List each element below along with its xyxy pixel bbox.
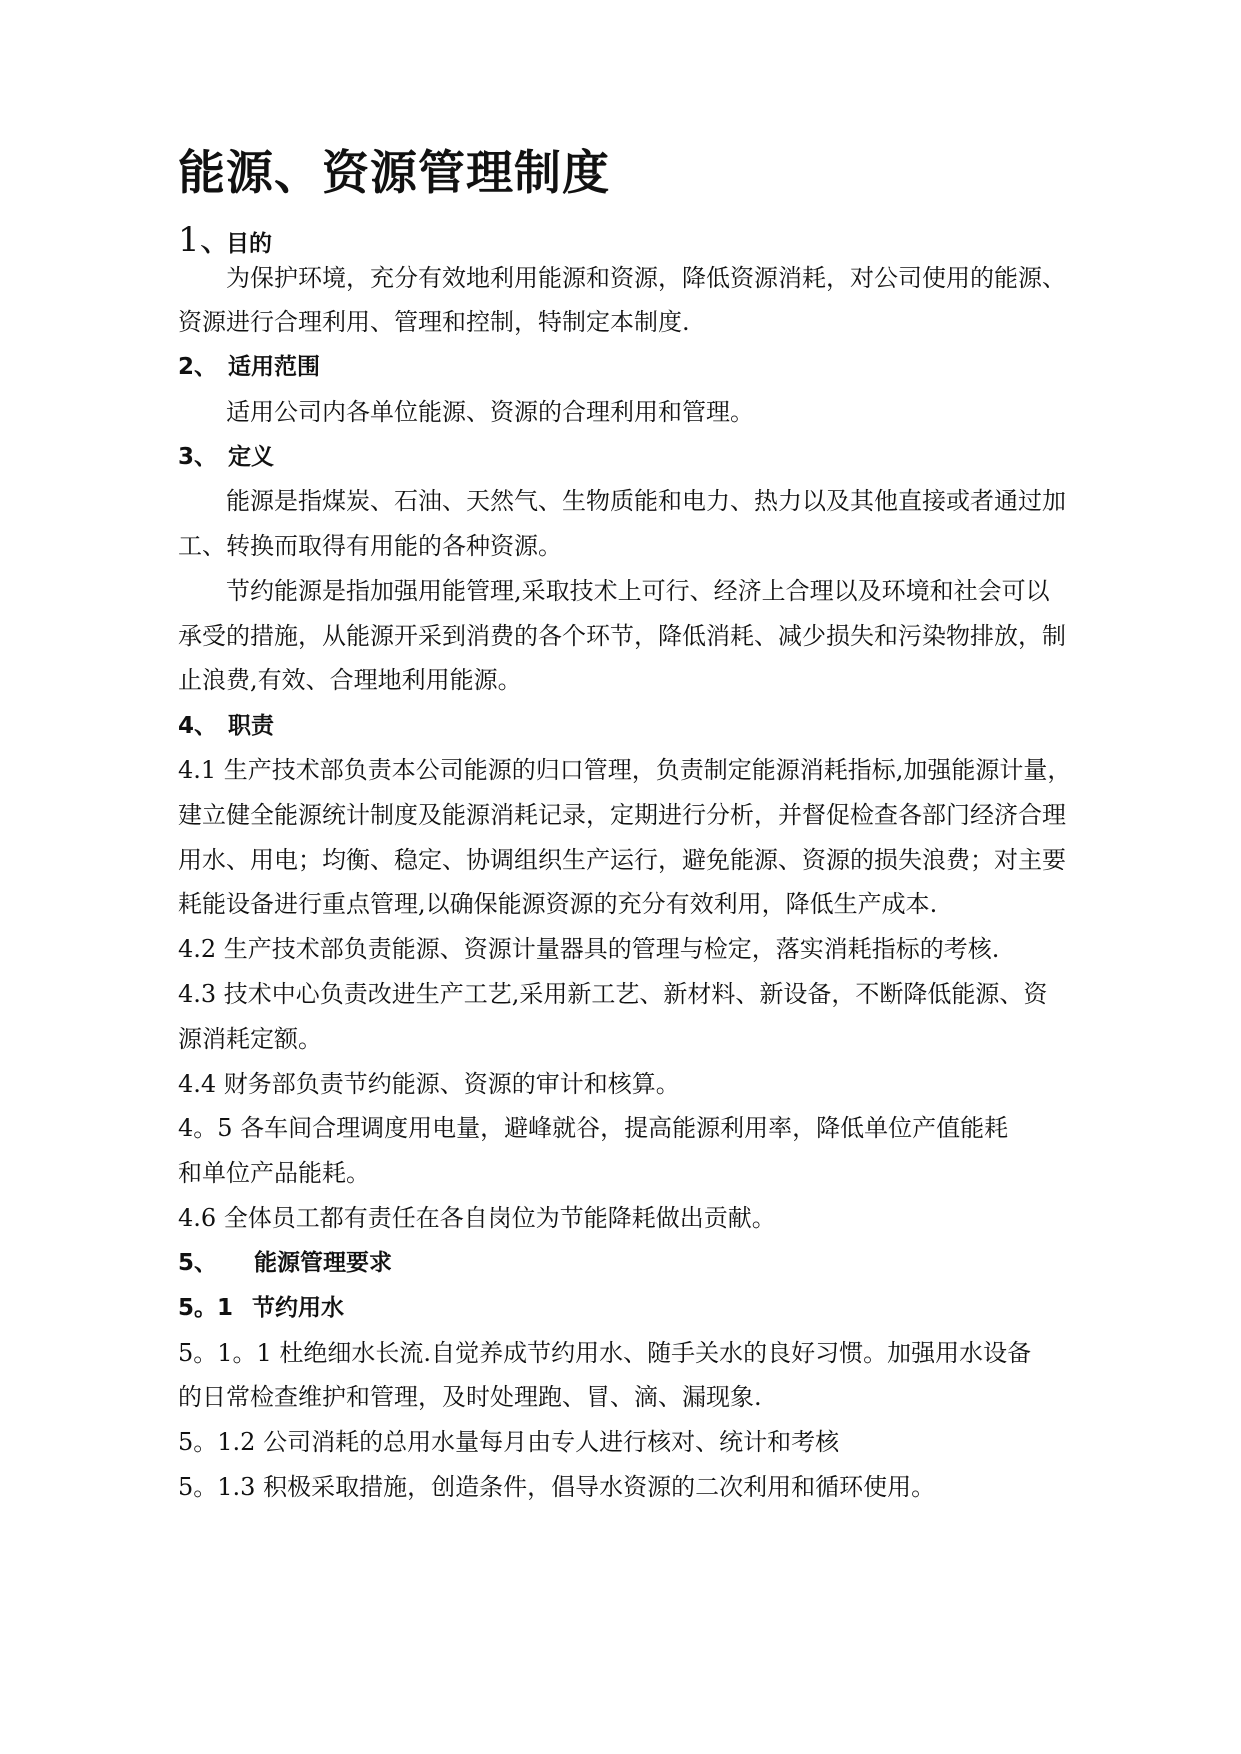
section-5-line-2: 的日常检查维护和管理，及时处理跑、冒、滴、漏现象. [178, 1383, 762, 1411]
section-5-1-heading [178, 1292, 1088, 1324]
section-1-line-2: 资源进行合理利用、管理和控制，特制定本制度. [178, 308, 690, 336]
section-4-line-6: 4.3 技术中心负责改进生产工艺,采用新工艺、新材料、新设备，不断降低能源、资 [178, 980, 1048, 1008]
section-1-heading [178, 220, 1088, 260]
section-3-line-3: 节约能源是指加强用能管理,采取技术上可行、经济上合理以及环境和社会可以 [226, 577, 1050, 605]
section-2-heading [178, 351, 1088, 383]
section-5-heading [178, 1247, 1088, 1279]
section-4-line-1: 4.1 生产技术部负责本公司能源的归口管理，负责制定能源消耗指标,加强能源计量， [178, 756, 1072, 784]
section-5-1-number: 5。1 [178, 1295, 234, 1321]
section-4-line-3: 用水、用电；均衡、稳定、协调组织生产运行，避免能源、资源的损失浪费；对主要 [178, 846, 1066, 874]
section-4-line-7: 源消耗定额。 [178, 1025, 322, 1053]
section-1-title: 目的 [226, 231, 272, 257]
section-1-number: 1、 [178, 220, 234, 260]
section-4-number: 4、 [178, 713, 218, 739]
section-1-line-1: 为保护环境，充分有效地利用能源和资源，降低资源消耗，对公司使用的能源、 [226, 264, 1066, 292]
section-4-line-8: 4.4 财务部负责节约能源、资源的审计和核算。 [178, 1070, 680, 1098]
section-2-number: 2、 [178, 354, 218, 380]
section-4-line-10: 和单位产品能耗。 [178, 1159, 370, 1187]
section-3-line-1: 能源是指煤炭、石油、天然气、生物质能和电力、热力以及其他直接或者通过加 [226, 487, 1066, 515]
section-3-number: 3、 [178, 444, 218, 470]
section-3-heading [178, 441, 1088, 473]
section-4-heading [178, 710, 1088, 742]
section-4-line-5: 4.2 生产技术部负责能源、资源计量器具的管理与检定，落实消耗指标的考核. [178, 935, 1000, 963]
section-3-line-4: 承受的措施，从能源开采到消费的各个环节，降低消耗、减少损失和污染物排放，制 [178, 622, 1066, 650]
document-title: 能源、资源管理制度 [178, 146, 610, 201]
section-5-line-4: 5。1.3 积极采取措施，创造条件，倡导水资源的二次利用和循环使用。 [178, 1473, 936, 1501]
section-4-line-11: 4.6 全体员工都有责任在各自岗位为节能降耗做出贡献。 [178, 1204, 776, 1232]
section-5-1-title: 节约用水 [252, 1295, 344, 1321]
section-5-line-3: 5。1.2 公司消耗的总用水量每月由专人进行核对、统计和考核 [178, 1428, 840, 1456]
section-3-line-2: 工、转换而取得有用能的各种资源。 [178, 532, 562, 560]
section-4-line-2: 建立健全能源统计制度及能源消耗记录，定期进行分析，并督促检查各部门经济合理 [178, 801, 1066, 829]
section-5-title: 能源管理要求 [254, 1250, 392, 1276]
section-4-line-9: 4。5 各车间合理调度用电量，避峰就谷，提高能源利用率，降低单位产值能耗 [178, 1114, 1009, 1142]
section-4-title: 职责 [228, 713, 274, 739]
section-3-line-5: 止浪费,有效、合理地利用能源。 [178, 666, 522, 694]
section-5-line-1: 5。1。1 杜绝细水长流.自觉养成节约用水、随手关水的良好习惯。加强用水设备 [178, 1339, 1032, 1367]
section-2-title: 适用范围 [228, 354, 320, 380]
section-4-line-4: 耗能设备进行重点管理,以确保能源资源的充分有效利用，降低生产成本. [178, 890, 938, 918]
section-5-number: 5、 [178, 1250, 218, 1276]
section-2-line-1: 适用公司内各单位能源、资源的合理利用和管理。 [226, 398, 754, 426]
section-3-title: 定义 [228, 444, 274, 470]
